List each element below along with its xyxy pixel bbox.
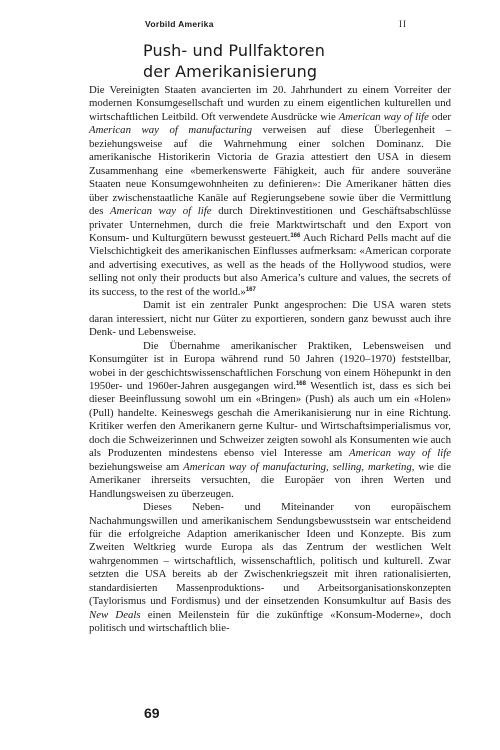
section-title — [143, 40, 443, 82]
italic-term: American way of life — [349, 447, 452, 460]
text-run: Dieses Neben- und Miteinander von europäischem Nachahmungswillen und amerikanischem Sendungsbewusstsein war entscheidend für die erfolgreiche Adaption amerikanischer Ideen und Konzepte. Bis zum Zweiten Weltkrieg wurde Europa als das Zentrum der westlichen Welt wahrgenommen – wirtschaftlich, wissenschaftlich, politisch und kulturell. Zwar setzten die USA bereits ab der Zwischenkriegszeit mit ihren rationalisierten, standardisierten Massenproduktions- und Arbeitsorganisationskonzepten (Taylorismus und Fordismus) und der einsetzenden Konsumkultur auf Basis des — [89, 501, 451, 608]
text-run: Auch Richard Pells macht auf die Vielschichtigkeit des amerikanischen Einflusses aufmerksam: «American corporate and advertising executives, as well as the heads of the Hollywood studios, were selling not only their products but also America’s culture and values, the secrets of its success, to the rest of the world.» — [89, 231, 451, 298]
italic-term: American way of manufacturing, selling, marketing — [183, 460, 412, 473]
running-head-chapter-number: II — [399, 19, 407, 29]
footnote-reference: 166 — [290, 232, 301, 239]
text-run: verweisen auf diese Überlegenheit – beziehungsweise auf die Wahrnehmung einer solchen Dominanz. Die amerikanische Historikerin Victoria de Grazia attestiert den USA in diesem Zusammenhang eine «bemerkenswerte Fähigkeit, auch für andere souveräne Staaten neue Konsumgewohnheiten zu definieren»: Die Amerikaner hätten dies über zwischenstaatliche Kanäle auf Regierungsebene sowie über die Vermittlung des — [89, 124, 451, 218]
italic-term: American way of life — [338, 110, 429, 123]
text-run: Die Übernahme amerikanischer Praktiken, Lebensweisen und Konsumgüter ist in Europa während rund 50 Jahren (1920–1970) feststellbar, wobei in der geschichtswissenschaftlichen Forschung von einem Höhepunkt in den 1950er- und 1960er-Jahren ausgegangen wird. — [89, 339, 451, 392]
footnote-reference: 168 — [295, 380, 306, 387]
footnote-reference: 167 — [245, 286, 256, 293]
body-paragraph — [89, 501, 451, 636]
text-run: , wie die Amerikaner ihrerseits versuchten, die Europäer von ihren Werten und Handlungsweisen zu überzeugen. — [89, 460, 451, 500]
italic-term: New Deals — [89, 608, 141, 621]
text-run: oder — [428, 110, 452, 123]
text-run: beziehungsweise am — [89, 460, 184, 473]
text-run: Wesentlich ist, dass es sich bei dieser Beeinflussung sowohl um ein «Bringen» (Push) als auch um ein «Holen» (Pull) handelte. Keineswegs geschah die Amerikanisierung nur in eine Richtung. Kritiker werfen den Amerikanern gerne Kultur- und Wirtschaftsimperialismus vor, doch die Schweizerinnen und Schweizer zeigten sowohl als Konsumenten wie auch als Produzenten mindestens ebenso viel Interesse am — [89, 379, 451, 460]
body-paragraph — [89, 84, 451, 299]
running-head-section: Vorbild Amerika — [145, 19, 214, 29]
text-run: Die Vereinigten Staaten avancierten im 20. Jahrhundert zu einem Vorreiter der modernen Konsumgesellschaft und wurden zu einem eigentlichen kulturellen und wirtschaftlichen Leitbild. Oft verwendete Ausdrücke wie — [89, 84, 451, 123]
body-paragraph — [89, 340, 451, 501]
body-paragraph — [89, 299, 451, 339]
text-run: durch Direktinvestitionen und Geschäftsabschlüsse privater Unternehmen, durch die freie Marktwirtschaft und den Export von Konsum- und Kulturgütern bewusst gesteuert. — [89, 205, 452, 244]
running-head — [145, 19, 407, 29]
section-title-line-1: Push- und Pullfaktoren — [143, 41, 325, 60]
italic-term: American way of manufacturing — [89, 124, 252, 137]
body-text — [89, 84, 451, 636]
italic-term: American way of life — [110, 205, 212, 218]
text-run: Damit ist ein zentraler Punkt angesprochen: Die USA waren stets daran interessiert, nicht nur Güter zu exportieren, sondern ganz bewusst auch ihre Denk- und Lebensweise. — [89, 299, 451, 339]
section-title-line-2: der Amerikanisierung — [143, 62, 318, 81]
text-run: einen Meilenstein für die zukünftige «Konsum-Moderne», doch politisch und wirtschaftlich blie- — [89, 608, 451, 635]
page-number: 69 — [144, 705, 160, 721]
